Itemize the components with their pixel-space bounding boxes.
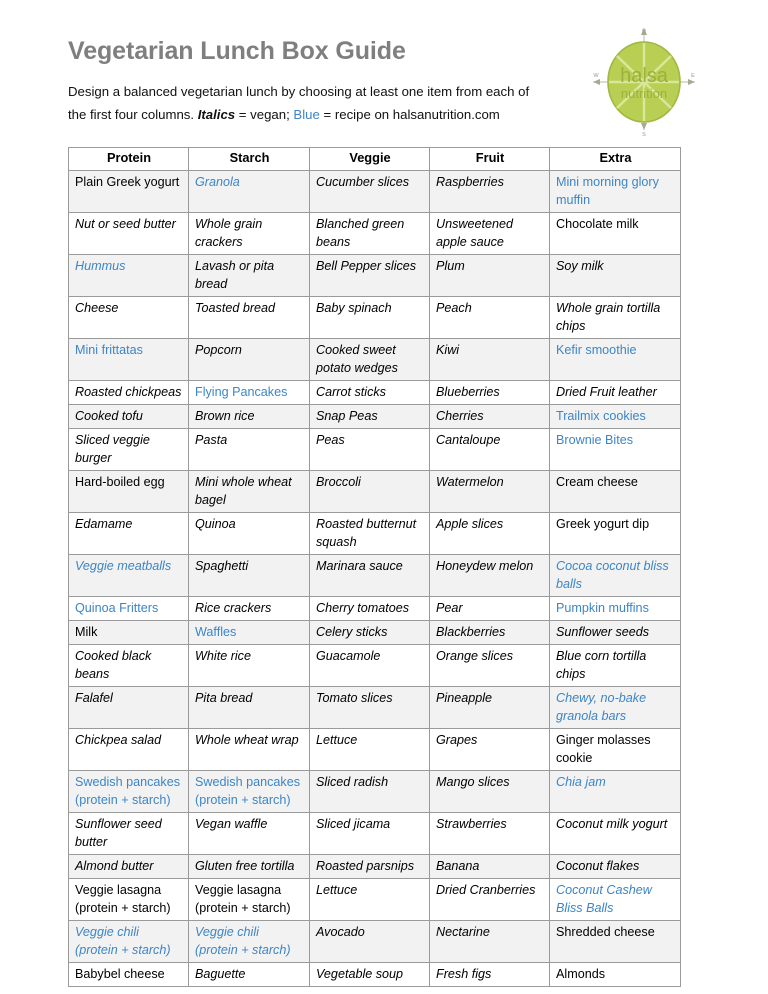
cell-veggie — [310, 297, 430, 339]
recipe-link[interactable]: Pumpkin muffins — [556, 601, 649, 615]
logo-icon — [586, 26, 702, 138]
cell-starch[interactable] — [189, 921, 310, 963]
subtitle-line-2-prefix: the first four columns. — [68, 107, 198, 122]
food-item-label: Chickpea salad — [75, 733, 162, 747]
food-item-label: Cream cheese — [556, 475, 638, 489]
cell-fruit — [430, 513, 550, 555]
food-item-label: Cooked sweet potato wedges — [316, 343, 398, 375]
cell-fruit — [430, 963, 550, 987]
halsa-nutrition-logo — [586, 26, 702, 138]
cell-protein — [69, 471, 189, 513]
cell-protein[interactable] — [69, 597, 189, 621]
cell-veggie — [310, 405, 430, 429]
cell-veggie — [310, 381, 430, 405]
recipe-link[interactable]: Cocoa coconut bliss balls — [556, 559, 669, 591]
food-item-label: Sliced radish — [316, 775, 389, 789]
cell-fruit — [430, 597, 550, 621]
food-item-label: Lavash or pita bread — [195, 259, 275, 291]
cell-veggie — [310, 429, 430, 471]
food-item-label: Celery sticks — [316, 625, 388, 639]
table-row — [69, 339, 681, 381]
recipe-link[interactable]: Chia jam — [556, 775, 606, 789]
table-row — [69, 171, 681, 213]
food-item-label: Whole wheat wrap — [195, 733, 299, 747]
cell-starch — [189, 339, 310, 381]
legend-recipe-text: = recipe on halsanutrition.com — [319, 107, 500, 122]
table-row — [69, 621, 681, 645]
food-item-label: Unsweetened apple sauce — [436, 217, 514, 249]
cell-fruit — [430, 879, 550, 921]
cell-fruit — [430, 381, 550, 405]
food-item-label: Babybel cheese — [75, 967, 165, 981]
cell-starch — [189, 297, 310, 339]
food-item-label: Whole grain tortilla chips — [556, 301, 661, 333]
cell-veggie — [310, 597, 430, 621]
food-item-label: Lettuce — [316, 733, 358, 747]
table-row — [69, 855, 681, 879]
cell-fruit — [430, 555, 550, 597]
food-item-label: Rice crackers — [195, 601, 272, 615]
table-row — [69, 921, 681, 963]
cell-extra — [550, 645, 681, 687]
recipe-link[interactable]: Coconut Cashew Bliss Balls — [556, 883, 652, 915]
table-row — [69, 645, 681, 687]
cell-protein — [69, 213, 189, 255]
food-item-label: Mini whole wheat bagel — [195, 475, 292, 507]
food-item-label: Pineapple — [436, 691, 493, 705]
food-item-label: Marinara sauce — [316, 559, 403, 573]
food-item-label: Brown rice — [195, 409, 255, 423]
table-row — [69, 687, 681, 729]
cell-extra — [550, 813, 681, 855]
cell-fruit — [430, 687, 550, 729]
food-item-label: Soy milk — [556, 259, 604, 273]
cell-starch — [189, 513, 310, 555]
recipe-link[interactable]: Quinoa Fritters — [75, 601, 159, 615]
food-item-label: Whole grain crackers — [195, 217, 263, 249]
cell-protein — [69, 429, 189, 471]
cell-veggie — [310, 963, 430, 987]
recipe-link[interactable]: Mini frittatas — [75, 343, 143, 357]
table-row — [69, 879, 681, 921]
recipe-link[interactable]: Veggie chili (protein + starch) — [195, 925, 291, 957]
column-header-veggie: Veggie — [310, 148, 430, 171]
cell-extra — [550, 471, 681, 513]
table-row — [69, 405, 681, 429]
food-item-label: Ginger molasses cookie — [556, 733, 651, 765]
table-header-row — [69, 148, 681, 171]
cell-starch — [189, 471, 310, 513]
food-item-label: Blue corn tortilla chips — [556, 649, 647, 681]
cell-protein — [69, 621, 189, 645]
legend-italics-word: Italics — [197, 107, 236, 122]
cell-veggie — [310, 729, 430, 771]
food-item-label: Vegan waffle — [195, 817, 268, 831]
cell-fruit — [430, 339, 550, 381]
recipe-link[interactable]: Flying Pancakes — [195, 385, 288, 399]
food-item-label: Chocolate milk — [556, 217, 639, 231]
cell-veggie — [310, 621, 430, 645]
compass-north-label: N — [642, 29, 646, 35]
cell-starch[interactable] — [189, 771, 310, 813]
food-item-label: Cantaloupe — [436, 433, 501, 447]
food-item-label: Blackberries — [436, 625, 506, 639]
recipe-link[interactable]: Swedish pancakes (protein + starch) — [195, 775, 301, 807]
cell-starch — [189, 729, 310, 771]
food-item-label: Cooked tofu — [75, 409, 143, 423]
cell-protein — [69, 171, 189, 213]
cell-extra — [550, 381, 681, 405]
cell-fruit — [430, 621, 550, 645]
food-item-label: Blueberries — [436, 385, 500, 399]
table-row — [69, 513, 681, 555]
cell-starch — [189, 255, 310, 297]
legend-vegan-text: = vegan; — [235, 107, 294, 122]
food-item-label: Pasta — [195, 433, 228, 447]
food-item-label: Veggie lasagna (protein + starch) — [75, 883, 171, 915]
food-item-label: Almonds — [556, 967, 605, 981]
food-item-label: Cherries — [436, 409, 484, 423]
cell-starch[interactable] — [189, 171, 310, 213]
cell-starch[interactable] — [189, 381, 310, 405]
food-item-label: Plain Greek yogurt — [75, 175, 180, 189]
recipe-link[interactable]: Trailmix cookies — [556, 409, 646, 423]
food-item-label: Coconut milk yogurt — [556, 817, 668, 831]
cell-fruit — [430, 213, 550, 255]
food-item-label: Pear — [436, 601, 463, 615]
cell-protein[interactable] — [69, 771, 189, 813]
cell-extra — [550, 921, 681, 963]
cell-starch — [189, 645, 310, 687]
food-item-label: Dried Cranberries — [436, 883, 536, 897]
cell-veggie — [310, 855, 430, 879]
logo-brand-name: halsa — [620, 65, 668, 87]
food-item-label: Carrot sticks — [316, 385, 386, 399]
cell-veggie — [310, 171, 430, 213]
food-item-label: Grapes — [436, 733, 478, 747]
cell-protein — [69, 645, 189, 687]
cell-extra[interactable] — [550, 339, 681, 381]
cell-protein — [69, 405, 189, 429]
table-row — [69, 771, 681, 813]
cell-protein[interactable] — [69, 339, 189, 381]
cell-veggie — [310, 513, 430, 555]
cell-fruit — [430, 471, 550, 513]
food-item-label: Raspberries — [436, 175, 504, 189]
cell-extra — [550, 513, 681, 555]
cell-fruit — [430, 255, 550, 297]
subtitle-line-1: Design a balanced vegetarian lunch by choosing at least one item from each of — [68, 84, 530, 99]
cell-starch — [189, 963, 310, 987]
food-item-label: Watermelon — [436, 475, 504, 489]
food-item-label: Nectarine — [436, 925, 490, 939]
cell-starch — [189, 213, 310, 255]
food-item-label: Lettuce — [316, 883, 358, 897]
cell-protein[interactable] — [69, 921, 189, 963]
cell-protein — [69, 879, 189, 921]
food-item-label: Snap Peas — [316, 409, 378, 423]
table-row — [69, 597, 681, 621]
recipe-link[interactable]: Kefir smoothie — [556, 343, 637, 357]
food-item-label: Mango slices — [436, 775, 510, 789]
cell-fruit — [430, 171, 550, 213]
cell-protein — [69, 381, 189, 405]
table-row — [69, 381, 681, 405]
column-header-fruit: Fruit — [430, 148, 550, 171]
cell-starch — [189, 405, 310, 429]
food-item-label: Baguette — [195, 967, 246, 981]
cell-extra[interactable] — [550, 429, 681, 471]
compass-east-label: E — [691, 73, 695, 79]
food-item-label: Fresh figs — [436, 967, 492, 981]
cell-fruit — [430, 405, 550, 429]
cell-veggie — [310, 921, 430, 963]
food-item-label: Sliced jicama — [316, 817, 391, 831]
food-item-label: Cheese — [75, 301, 119, 315]
cell-starch — [189, 879, 310, 921]
food-item-label: Almond butter — [75, 859, 154, 873]
cell-protein — [69, 729, 189, 771]
food-item-label: Kiwi — [436, 343, 460, 357]
food-item-label: Avocado — [316, 925, 365, 939]
cell-fruit — [430, 297, 550, 339]
table-row — [69, 555, 681, 597]
food-item-label: Veggie lasagna (protein + starch) — [195, 883, 291, 915]
cell-extra[interactable] — [550, 687, 681, 729]
food-item-label: Cherry tomatoes — [316, 601, 410, 615]
cell-veggie — [310, 339, 430, 381]
cell-extra[interactable] — [550, 597, 681, 621]
cell-starch — [189, 855, 310, 879]
food-item-label: Milk — [75, 625, 98, 639]
lunch-box-table — [68, 147, 681, 987]
cell-starch — [189, 555, 310, 597]
compass-west-label: W — [593, 73, 599, 79]
table-row — [69, 297, 681, 339]
table-row — [69, 429, 681, 471]
cell-extra — [550, 213, 681, 255]
cell-extra[interactable] — [550, 879, 681, 921]
recipe-link[interactable]: Chewy, no-bake granola bars — [556, 691, 647, 723]
column-header-starch: Starch — [189, 148, 310, 171]
food-item-label: Vegetable soup — [316, 967, 404, 981]
cell-extra — [550, 963, 681, 987]
food-item-label: Cucumber slices — [316, 175, 410, 189]
cell-protein — [69, 513, 189, 555]
cell-veggie — [310, 645, 430, 687]
cell-starch — [189, 597, 310, 621]
cell-extra[interactable] — [550, 171, 681, 213]
column-header-extra: Extra — [550, 148, 681, 171]
food-item-label: Broccoli — [316, 475, 361, 489]
compass-south-label: S — [642, 132, 646, 138]
food-item-label: Peach — [436, 301, 472, 315]
food-item-label: White rice — [195, 649, 251, 663]
food-item-label: Baby spinach — [316, 301, 392, 315]
cell-veggie — [310, 213, 430, 255]
recipe-link[interactable]: Mini morning glory muffin — [556, 175, 659, 207]
cell-extra — [550, 255, 681, 297]
recipe-link[interactable]: Swedish pancakes (protein + starch) — [75, 775, 181, 807]
legend-blue-word: Blue — [293, 107, 320, 122]
food-item-label: Coconut flakes — [556, 859, 640, 873]
recipe-link[interactable]: Granola — [195, 175, 240, 189]
food-item-label: Hard-boiled egg — [75, 475, 165, 489]
table-body — [69, 171, 681, 987]
cell-veggie — [310, 813, 430, 855]
table-row — [69, 213, 681, 255]
cell-fruit — [430, 855, 550, 879]
cell-extra[interactable] — [550, 555, 681, 597]
cell-veggie — [310, 471, 430, 513]
table-row — [69, 255, 681, 297]
table-row — [69, 813, 681, 855]
food-item-label: Bell Pepper slices — [316, 259, 417, 273]
cell-veggie — [310, 879, 430, 921]
food-item-label: Greek yogurt dip — [556, 517, 650, 531]
recipe-link[interactable]: Brownie Bites — [556, 433, 633, 447]
cell-fruit — [430, 729, 550, 771]
cell-extra — [550, 855, 681, 879]
food-item-label: Honeydew melon — [436, 559, 534, 573]
cell-extra — [550, 297, 681, 339]
page-title: Vegetarian Lunch Box Guide — [68, 37, 406, 65]
recipe-link[interactable]: Veggie meatballs — [75, 559, 172, 573]
cell-extra — [550, 729, 681, 771]
food-item-label: Dried Fruit leather — [556, 385, 657, 399]
table-header — [69, 148, 681, 171]
cell-extra[interactable] — [550, 771, 681, 813]
food-item-label: Strawberries — [436, 817, 507, 831]
food-item-label: Pita bread — [195, 691, 253, 705]
cell-veggie — [310, 687, 430, 729]
page-subtitle — [68, 80, 568, 126]
cell-fruit — [430, 645, 550, 687]
food-item-label: Apple slices — [436, 517, 504, 531]
cell-fruit — [430, 429, 550, 471]
cell-starch — [189, 813, 310, 855]
recipe-link[interactable]: Waffles — [195, 625, 237, 639]
food-item-label: Cooked black beans — [75, 649, 152, 681]
cell-fruit — [430, 813, 550, 855]
cell-starch — [189, 429, 310, 471]
recipe-link[interactable]: Veggie chili (protein + starch) — [75, 925, 171, 957]
cell-veggie — [310, 555, 430, 597]
cell-starch — [189, 687, 310, 729]
food-item-label: Banana — [436, 859, 480, 873]
cell-protein — [69, 687, 189, 729]
cell-fruit — [430, 771, 550, 813]
cell-protein[interactable] — [69, 255, 189, 297]
food-item-label: Shredded cheese — [556, 925, 655, 939]
cell-protein — [69, 813, 189, 855]
logo-brand-tagline: nutrition — [620, 86, 668, 101]
food-item-label: Quinoa — [195, 517, 236, 531]
cell-extra — [550, 621, 681, 645]
cell-veggie — [310, 771, 430, 813]
food-item-label: Edamame — [75, 517, 133, 531]
food-item-label: Guacamole — [316, 649, 381, 663]
food-item-label: Popcorn — [195, 343, 242, 357]
food-item-label: Sunflower seeds — [556, 625, 650, 639]
cell-fruit — [430, 921, 550, 963]
cell-protein — [69, 855, 189, 879]
food-item-label: Roasted chickpeas — [75, 385, 182, 399]
food-item-label: Sunflower seed butter — [75, 817, 162, 849]
recipe-link[interactable]: Hummus — [75, 259, 126, 273]
food-item-label: Plum — [436, 259, 465, 273]
cell-extra[interactable] — [550, 405, 681, 429]
table-row — [69, 963, 681, 987]
food-item-label: Peas — [316, 433, 345, 447]
cell-protein[interactable] — [69, 555, 189, 597]
food-item-label: Nut or seed butter — [75, 217, 176, 231]
cell-protein — [69, 963, 189, 987]
food-item-label: Roasted parsnips — [316, 859, 415, 873]
food-item-label: Tomato slices — [316, 691, 393, 705]
food-item-label: Falafel — [75, 691, 113, 705]
food-item-label: Orange slices — [436, 649, 513, 663]
cell-starch[interactable] — [189, 621, 310, 645]
column-header-protein: Protein — [69, 148, 189, 171]
food-item-label: Roasted butternut squash — [316, 517, 417, 549]
cell-protein — [69, 297, 189, 339]
food-item-label: Toasted bread — [195, 301, 276, 315]
table-row — [69, 471, 681, 513]
cell-veggie — [310, 255, 430, 297]
food-item-label: Gluten free tortilla — [195, 859, 295, 873]
food-item-label: Sliced veggie burger — [75, 433, 150, 465]
table-row — [69, 729, 681, 771]
food-item-label: Blanched green beans — [316, 217, 405, 249]
food-item-label: Spaghetti — [195, 559, 249, 573]
